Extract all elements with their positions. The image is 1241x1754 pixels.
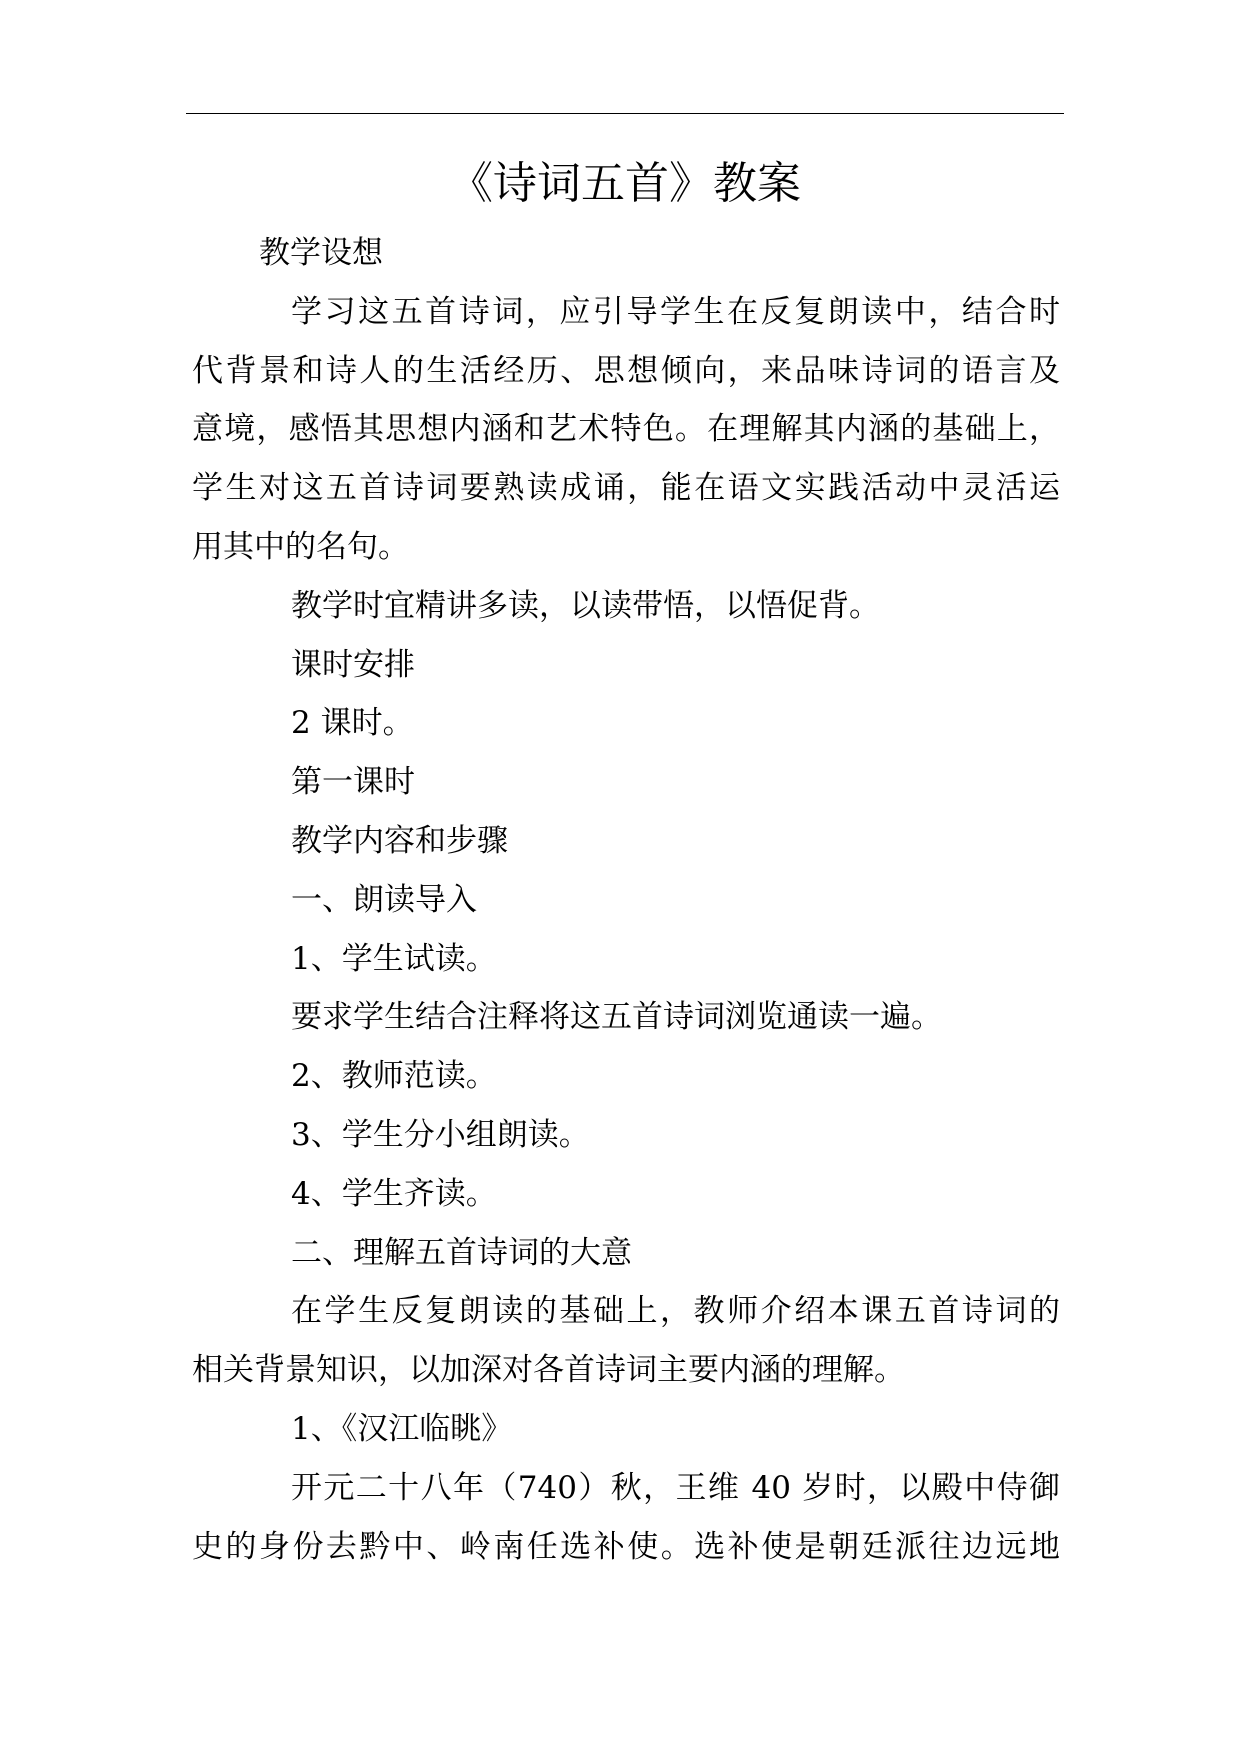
text-line: 相关背景知识，以加深对各首诗词主要内涵的理解。 <box>192 1352 905 1389</box>
heading-teaching-concept: 教学设想 <box>259 235 383 271</box>
step-description: 要求学生结合注释将这五首诗词浏览通读一遍。 <box>291 999 942 1036</box>
text-line: 在学生反复朗读的基础上，教师介绍本课五首诗词的 <box>291 1293 1060 1330</box>
lesson-count: 2 课时。 <box>291 705 414 742</box>
text-line: 学生对这五首诗词要熟读成诵，能在语文实践活动中灵活运 <box>192 470 1060 507</box>
text-line: 史的身份去黔中、岭南任选补使。选补使是朝廷派往边远地 <box>192 1528 1060 1565</box>
text-line: 用其中的名句。 <box>192 528 409 565</box>
text-line: 学习这五首诗词，应引导学生在反复朗读中，结合时 <box>291 293 1060 330</box>
poem-heading: 1、《汉江临眺》 <box>291 1410 513 1447</box>
heading-first-lesson: 第一课时 <box>291 764 415 801</box>
heading-lesson-arrangement: 课时安排 <box>291 646 415 683</box>
paragraph-teaching-method: 教学时宜精讲多读，以读带悟，以悟促背。 <box>291 587 880 624</box>
document-body <box>192 224 1060 1576</box>
header-rule <box>186 113 1064 114</box>
text-line: 开元二十八年（740）秋，王维 40 岁时，以殿中侍御 <box>291 1469 1060 1506</box>
step-item: 3、学生分小组朗读。 <box>291 1116 590 1153</box>
text-line: 代背景和诗人的生活经历、思想倾向，来品味诗词的语言及 <box>192 352 1060 389</box>
step-item: 1、学生试读。 <box>291 940 497 977</box>
paragraph-teaching-concept <box>192 283 1060 577</box>
step-item: 4、学生齐读。 <box>291 1175 497 1212</box>
paragraph-background-intro <box>192 1282 1060 1400</box>
heading-content-and-steps: 教学内容和步骤 <box>291 822 508 859</box>
section-heading-understanding: 二、理解五首诗词的大意 <box>291 1234 632 1271</box>
document-title: 《诗词五首》教案 <box>449 158 801 209</box>
text-line: 意境，感悟其思想内涵和艺术特色。在理解其内涵的基础上， <box>192 411 1060 448</box>
section-heading-reading-intro: 一、朗读导入 <box>291 881 477 918</box>
paragraph-poem-background <box>192 1459 1060 1577</box>
step-item: 2、教师范读。 <box>291 1058 497 1095</box>
